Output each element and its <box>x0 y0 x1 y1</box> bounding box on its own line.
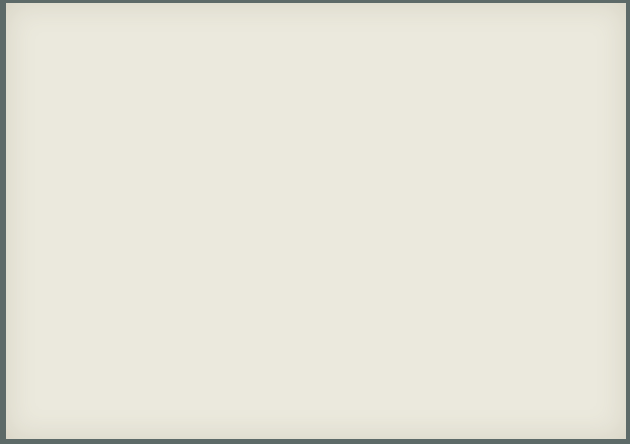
document-page <box>6 3 626 439</box>
